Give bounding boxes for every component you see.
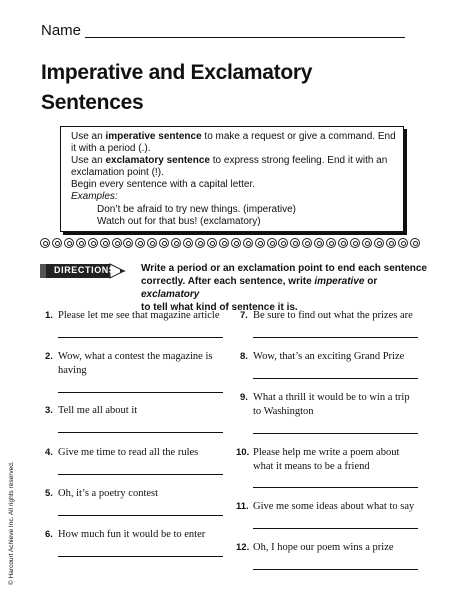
answer-line-11[interactable] [253, 528, 418, 529]
spiral-icon [64, 238, 74, 248]
answer-line-9[interactable] [253, 433, 418, 434]
spiral-icon [88, 238, 98, 248]
answer-line-6[interactable] [58, 556, 223, 557]
spiral-icon [219, 238, 229, 248]
item-sentence: Wow, what a contest the magazine is [58, 351, 213, 362]
spiral-icon [171, 238, 181, 248]
spiral-icon [123, 238, 133, 248]
answer-line-8[interactable] [253, 378, 418, 379]
item-sentence: What a thrill it would be to win a trip [253, 392, 410, 403]
imperative-term: imperative sentence [105, 131, 202, 142]
item-number: 11. [236, 501, 249, 512]
answer-line-4[interactable] [58, 474, 223, 475]
item-number: 2. [45, 351, 53, 362]
directions-line-1: Write a period or an exclamation point to end each sentence [141, 263, 427, 274]
item-sentence: Give me some ideas about what to say [253, 501, 415, 512]
spiral-icon [362, 238, 372, 248]
name-row [41, 22, 413, 40]
spiral-icon [302, 238, 312, 248]
spiral-icon [40, 238, 50, 248]
spiral-icon [207, 238, 217, 248]
answer-line-3[interactable] [58, 432, 223, 433]
spiral-icon [195, 238, 205, 248]
spiral-icon [135, 238, 145, 248]
item-sentence: Please let me see that magazine article [58, 310, 220, 321]
title-line-1: Imperative and Exclamatory [41, 61, 313, 84]
copyright-notice: © Harcourt Achieve Inc. All rights reserved. [8, 461, 15, 585]
directions-line-2 [141, 275, 431, 301]
item-number: 6. [45, 529, 53, 540]
directions-line-3: to tell what kind of sentence it is. [141, 302, 298, 313]
spiral-icon [147, 238, 157, 248]
item-sentence-cont: having [58, 365, 87, 376]
item-number: 12. [236, 542, 250, 553]
answer-line-5[interactable] [58, 515, 223, 516]
spiral-icon [243, 238, 253, 248]
item-sentence-cont: what it means to be a friend [253, 461, 370, 472]
spiral-icon [278, 238, 288, 248]
name-answer-line[interactable] [85, 37, 405, 38]
spiral-icon [52, 238, 62, 248]
item-sentence: Please help me write a poem about [253, 447, 400, 458]
directions-text-part: or [364, 276, 378, 287]
item-number: 7. [240, 310, 248, 321]
spiral-icon [326, 238, 336, 248]
name-label: Name [41, 22, 82, 39]
spiral-divider [40, 238, 420, 252]
directions-text-part: correctly. After each sentence, write [141, 276, 315, 287]
spiral-icon [76, 238, 86, 248]
item-number: 4. [45, 447, 53, 458]
rule-line-5: Begin every sentence with a capital letter. [71, 179, 255, 190]
answer-line-2[interactable] [58, 392, 223, 393]
spiral-icon [386, 238, 396, 248]
item-sentence: Tell me all about it [58, 405, 138, 416]
item-sentence: How much fun it would be to enter [58, 529, 206, 540]
answer-line-1[interactable] [58, 337, 223, 338]
rule-line-2: it with a period (.). [71, 143, 151, 154]
directions-text [141, 262, 431, 314]
spiral-icon [314, 238, 324, 248]
examples-label: Examples: [71, 191, 118, 202]
example-1: Don’t be afraid to try new things. (imperative) [97, 204, 296, 215]
item-sentence: Wow, that’s an exciting Grand Prize [253, 351, 405, 362]
rule-box [60, 126, 404, 232]
spiral-icon [159, 238, 169, 248]
spiral-icon [374, 238, 384, 248]
item-number: 3. [45, 405, 53, 416]
item-sentence: Oh, it’s a poetry contest [58, 488, 159, 499]
spiral-icon [255, 238, 265, 248]
imperative-word: imperative [314, 276, 365, 287]
item-sentence: Give me time to read all the rules [58, 447, 199, 458]
directions-label: DIRECTIONS [54, 265, 116, 275]
spiral-icon [290, 238, 300, 248]
exclamatory-term: exclamatory sentence [105, 155, 210, 166]
item-number: 1. [45, 310, 53, 321]
answer-line-12[interactable] [253, 569, 418, 570]
spiral-icon [267, 238, 277, 248]
spiral-icon [183, 238, 193, 248]
spiral-icon [398, 238, 408, 248]
item-sentence-cont: to Washington [253, 406, 314, 417]
item-number: 9. [240, 392, 248, 403]
page-title [41, 58, 312, 118]
item-number: 8. [240, 351, 248, 362]
item-number: 10. [236, 447, 250, 458]
rule-text: to express strong feeling. End it with an [209, 155, 388, 166]
rule-line-4: exclamation point (!). [71, 167, 164, 178]
item-number: 5. [45, 488, 53, 499]
directions-tag [40, 263, 128, 279]
rule-text: Use an [71, 131, 106, 142]
item-sentence: Oh, I hope our poem wins a prize [253, 542, 394, 553]
spiral-icon [350, 238, 360, 248]
answer-line-10[interactable] [253, 487, 418, 488]
spiral-icon [231, 238, 241, 248]
spiral-icon [410, 238, 420, 248]
answer-line-7[interactable] [253, 337, 418, 338]
spiral-icon [338, 238, 348, 248]
rule-line-3 [71, 155, 387, 167]
spiral-icon [112, 238, 122, 248]
rule-text: to make a request or give a command. End [201, 131, 396, 142]
item-sentence: Be sure to find out what the prizes are [253, 310, 413, 321]
rule-line-1 [71, 131, 396, 143]
example-2: Watch out for that bus! (exclamatory) [97, 216, 261, 227]
spiral-icon [100, 238, 110, 248]
rule-text: Use an [71, 155, 106, 166]
title-line-2: Sentences [41, 91, 144, 114]
exclamatory-word: exclamatory [141, 289, 200, 300]
